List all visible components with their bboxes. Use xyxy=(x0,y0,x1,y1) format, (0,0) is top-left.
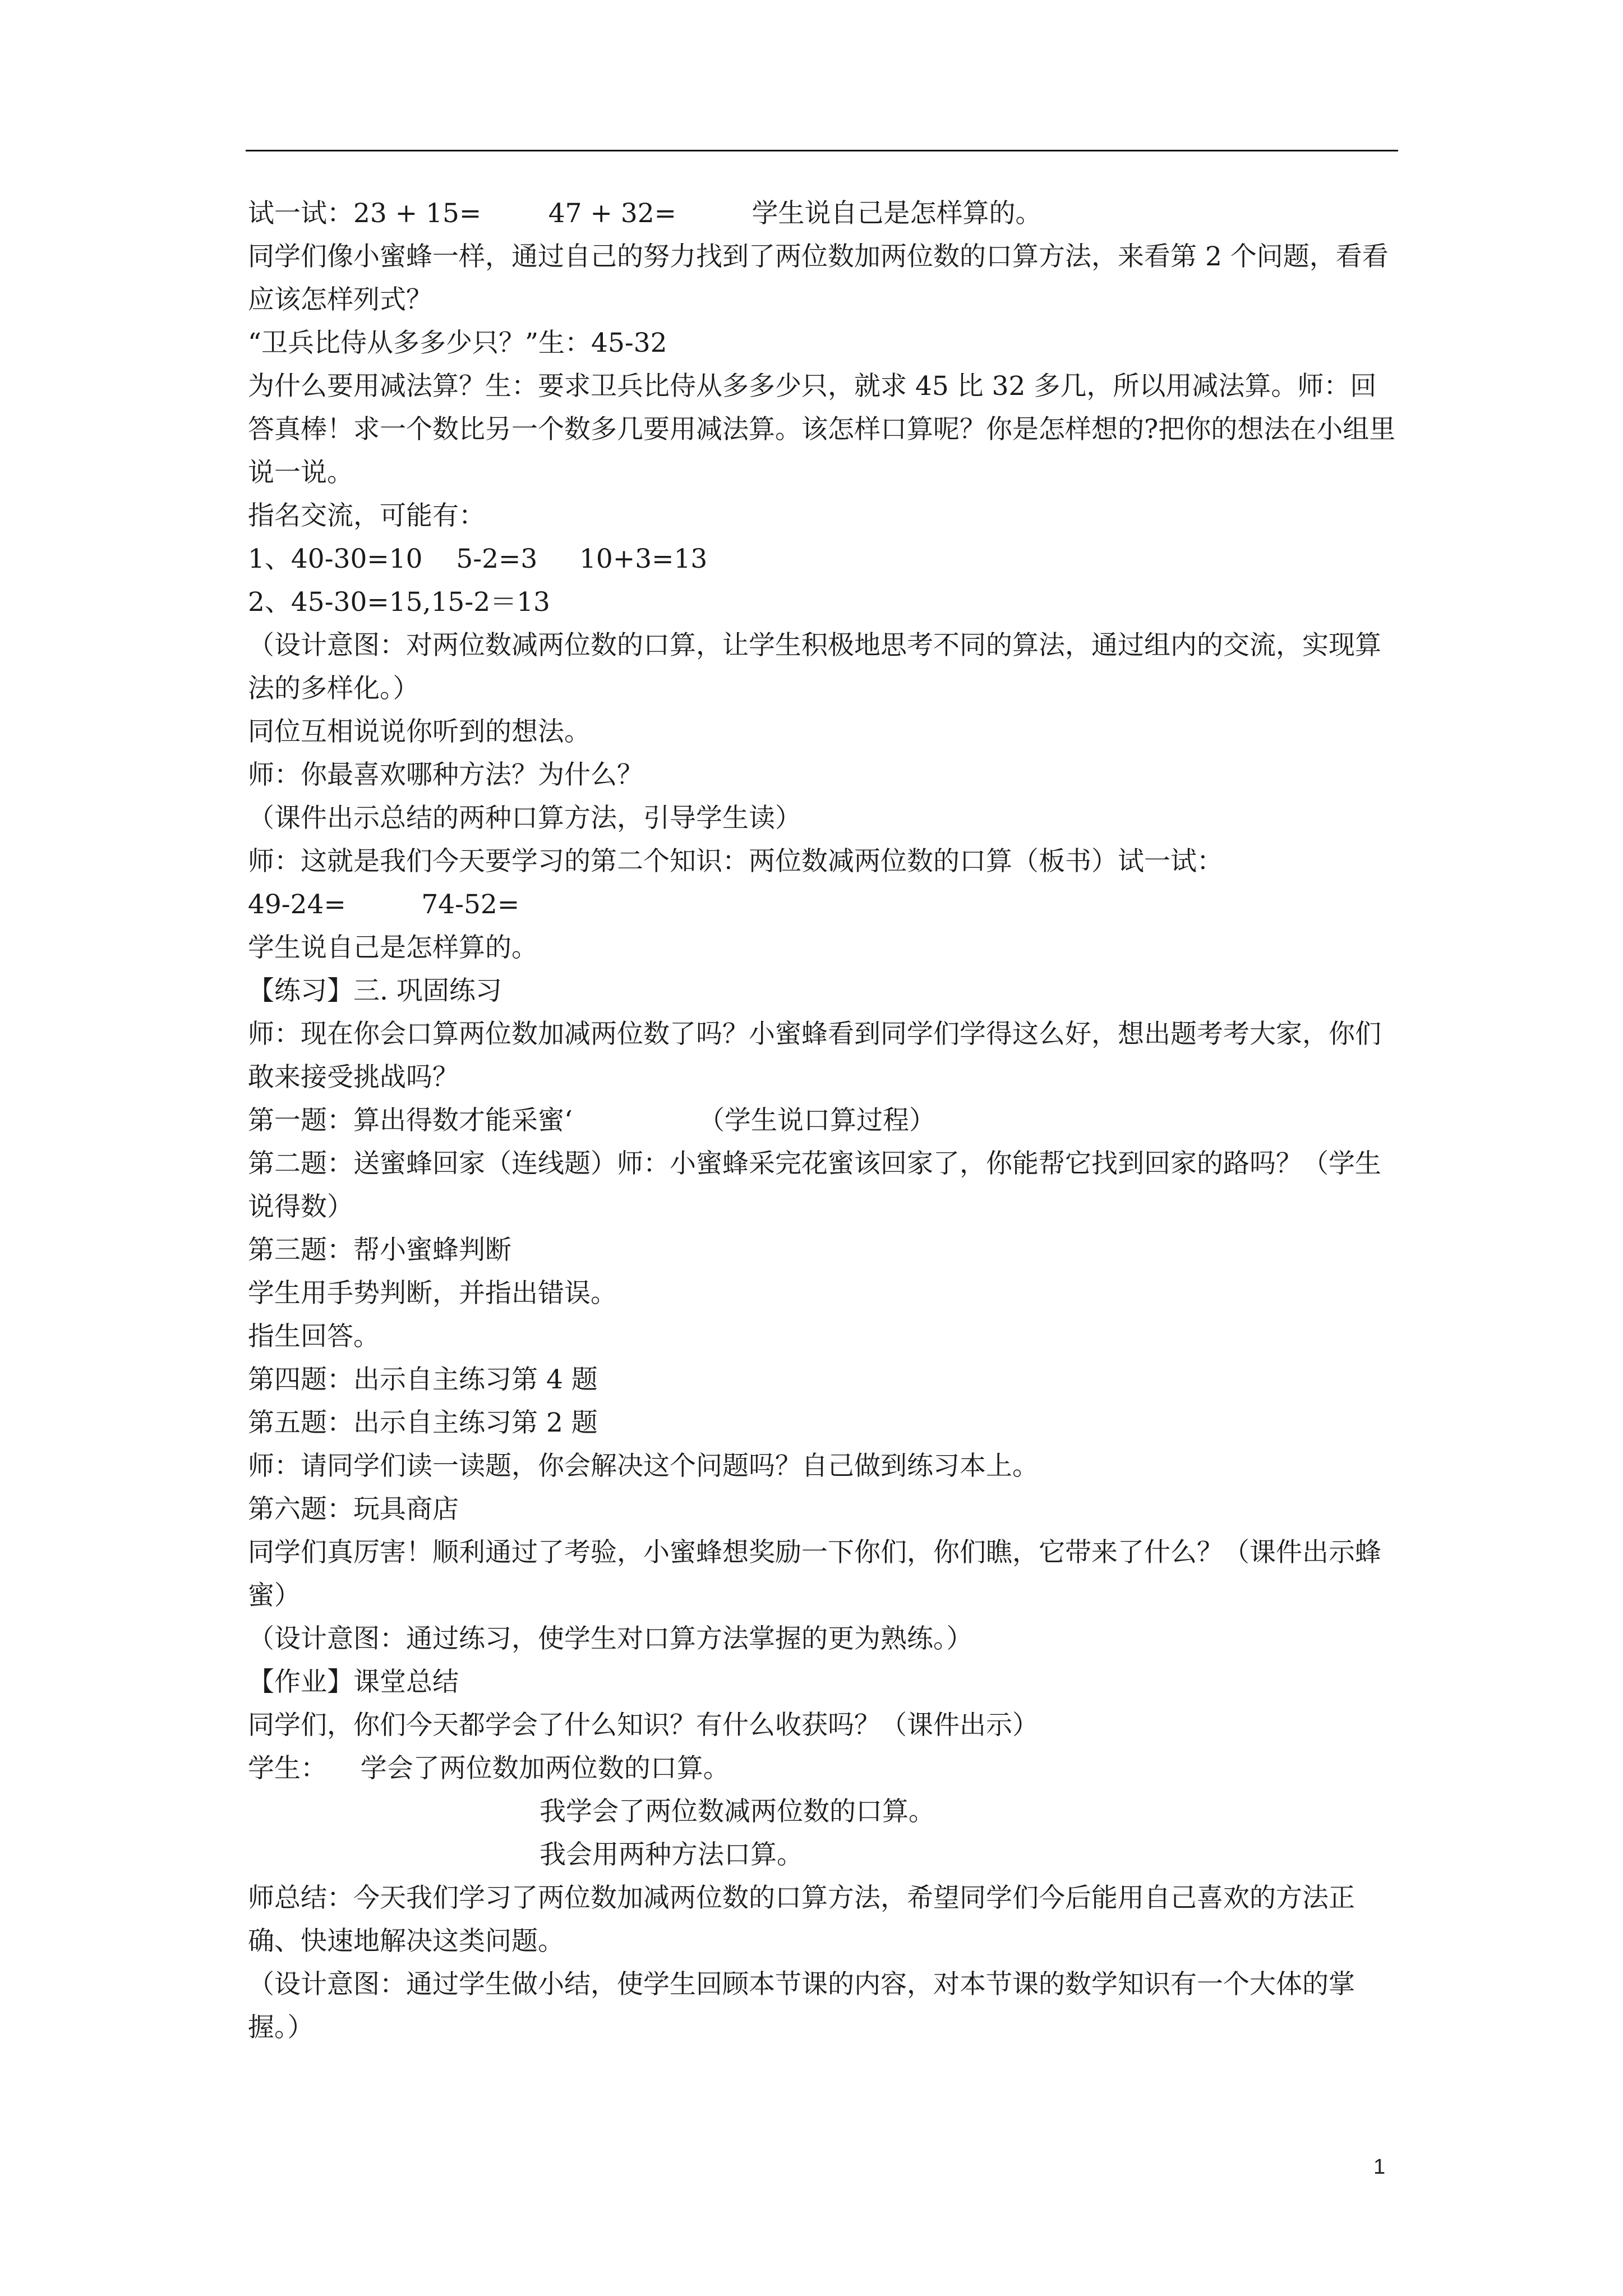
text-line: 第一题：算出得数才能采蜜‘ （学生说口算过程） xyxy=(248,1105,936,1136)
text-line: 【练习】三. 巩固练习 xyxy=(248,976,502,1006)
text-line: 试一试：23 + 15= 47 + 32= 学生说自己是怎样算的。 xyxy=(248,198,1042,229)
text-line: 同位互相说说你听到的想法。 xyxy=(248,716,591,747)
text-line: “卫兵比侍从多多少只？”生：45-32 xyxy=(248,328,667,358)
text-line: 同学们，你们今天都学会了什么知识？有什么收获吗？（课件出示） xyxy=(248,1710,1039,1741)
text-line: 同学们像小蜜蜂一样，通过自己的努力找到了两位数加两位数的口算方法，来看第 2 个问题，看看应该怎样列式？ xyxy=(248,241,1389,315)
text-line: 第四题：出示自主练习第 4 题 xyxy=(248,1364,598,1395)
text-line: 我会用两种方法口算。 xyxy=(540,1839,803,1870)
text-line: 指名交流，可能有： xyxy=(248,500,485,531)
text-line: 第二题：送蜜蜂回家（连线题）师：小蜜蜂采完花蜜该回家了，你能帮它找到回家的路吗？（学生说得数） xyxy=(248,1148,1381,1222)
body-text xyxy=(248,192,1398,2049)
text-line: （设计意图：通过学生做小结，使学生回顾本节课的内容，对本节课的数学知识有一个大体的掌握。） xyxy=(248,1969,1355,2043)
text-line: 49-24= 74-52= xyxy=(248,889,520,920)
text-line: 学生用手势判断，并指出错误。 xyxy=(248,1278,617,1309)
text-line: 为什么要用减法算？生：要求卫兵比侍从多多少只，就求 45 比 32 多几，所以用减法算。师：回答真棒！求一个数比另一个数多几要用减法算。该怎样口算呢？你是怎样想的?把你的想法在小组里说一说。 xyxy=(248,371,1396,488)
text-line: 学生： 学会了两位数加两位数的口算。 xyxy=(248,1753,730,1784)
text-line: 第五题：出示自主练习第 2 题 xyxy=(248,1407,598,1438)
text-line: 师：请同学们读一读题，你会解决这个问题吗？自己做到练习本上。 xyxy=(248,1451,1039,1481)
text-line: 2、45-30=15,15-2＝13 xyxy=(248,587,550,618)
text-line: （设计意图：通过练习，使学生对口算方法掌握的更为熟练。） xyxy=(248,1623,973,1654)
text-line: 【作业】课堂总结 xyxy=(248,1667,459,1697)
page-number: 1 xyxy=(1373,2155,1386,2179)
text-line: 1、40-30=10 5-2=3 10+3=13 xyxy=(248,544,708,574)
text-line: （课件出示总结的两种口算方法，引导学生读） xyxy=(248,803,801,834)
text-line: 指生回答。 xyxy=(248,1321,380,1352)
text-line: （设计意图：对两位数减两位数的口算，让学生积极地思考不同的算法，通过组内的交流，实现算法的多样化。） xyxy=(248,630,1381,704)
text-line: 第三题：帮小蜜蜂判断 xyxy=(248,1235,511,1266)
text-line: 同学们真厉害！顺利通过了考验，小蜜蜂想奖励一下你们，你们瞧，它带来了什么？（课件出示蜂蜜） xyxy=(248,1537,1381,1611)
text-line: 第六题：玩具商店 xyxy=(248,1494,459,1525)
text-line: 师总结：今天我们学习了两位数加减两位数的口算方法，希望同学们今后能用自己喜欢的方法正确、快速地解决这类问题。 xyxy=(248,1883,1355,1957)
text-line: 我学会了两位数减两位数的口算。 xyxy=(540,1796,935,1827)
text-line: 师：这就是我们今天要学习的第二个知识：两位数减两位数的口算（板书）试一试： xyxy=(248,846,1223,877)
header-rule xyxy=(246,150,1398,151)
text-line: 学生说自己是怎样算的。 xyxy=(248,932,538,963)
text-line: 师：现在你会口算两位数加减两位数了吗？小蜜蜂看到同学们学得这么好，想出题考考大家，你们敢来接受挑战吗？ xyxy=(248,1019,1381,1093)
text-line: 师：你最喜欢哪种方法？为什么？ xyxy=(248,760,643,790)
